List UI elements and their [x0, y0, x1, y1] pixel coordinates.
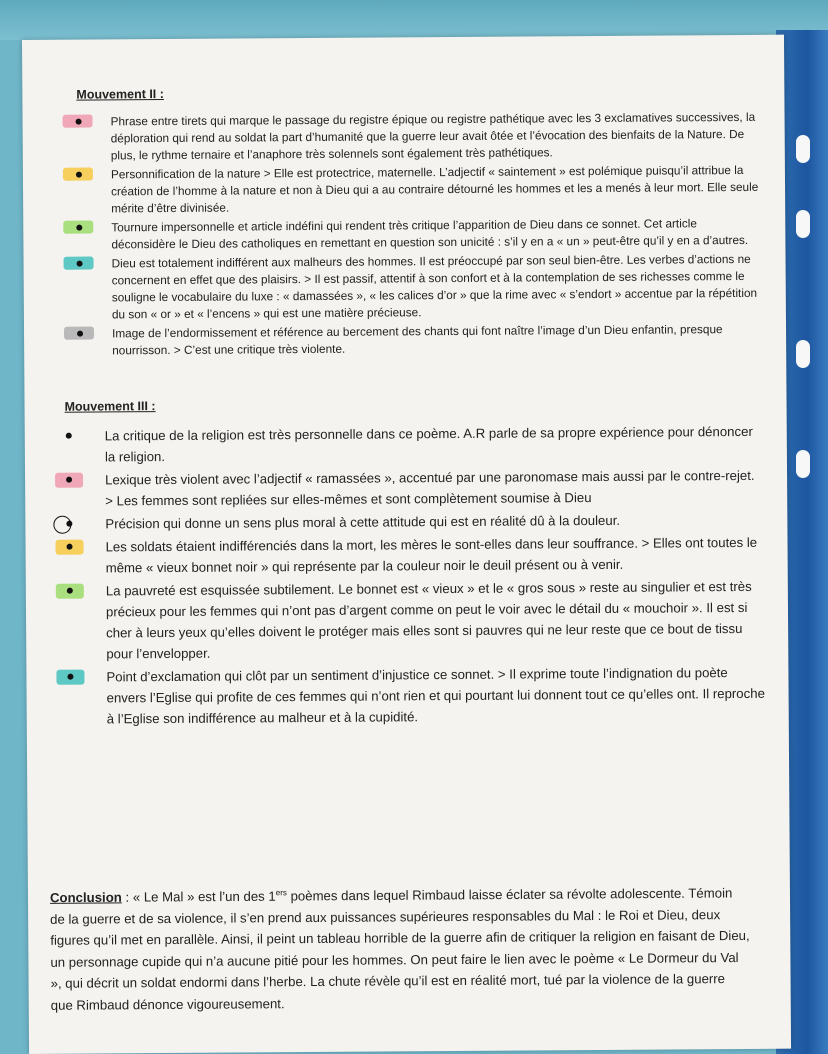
binder-hole	[796, 135, 810, 163]
item-text: La critique de la religion est très personnelle dans ce poème. A.R parle de sa propre expérience pour dénoncer la religion.	[104, 423, 753, 465]
bullet-icon	[66, 433, 72, 439]
bullet-item	[63, 162, 763, 218]
mouvement-3-list	[65, 421, 767, 730]
conclusion-paragraph	[50, 879, 751, 1016]
item-text: Phrase entre tirets qui marque le passage du registre épique ou registre pathétique avec les 3 exclamatives successives, la déploration qui rend au soldat la part d’humanité que la guerre leur avait ôtée et l’évocation des bienfaits de la Nature. De plus, le rythme ternaire et l’anaphore très solennels sont également très pathétiques.	[110, 109, 756, 163]
bullet-icon	[76, 172, 82, 178]
bullet-icon	[77, 331, 83, 337]
bullet-item	[64, 321, 764, 360]
bullet-icon	[66, 521, 72, 527]
mouvement-3-title: Mouvement III :	[64, 399, 156, 414]
bullet-icon	[76, 119, 82, 125]
bullet-item	[63, 215, 763, 254]
mouvement-2-title: Mouvement II :	[76, 87, 164, 102]
folder-background	[0, 0, 828, 40]
binder-hole	[796, 450, 810, 478]
conclusion-superscript: ers	[275, 888, 287, 898]
bullet-icon	[77, 261, 83, 267]
item-text: Précision qui donne un sens plus moral à cette attitude qui est en réalité dû à la douleur.	[105, 512, 621, 532]
bullet-icon	[67, 588, 73, 594]
bullet-item	[66, 576, 767, 665]
bullet-item	[63, 109, 763, 165]
conclusion-text-end: poèmes dans lequel Rimbaud laisse éclater sa révolte adolescente. Témoin de la guerre et de sa violence, il s’en prend aux puissances supérieures responsables du Mal : le Roi et Dieu, deux figures qu’il met en parallèle. Ainsi, il peint un tableau horrible de la guerre afin de critiquer la religion en faisant de Dieu, un personnage cupide qui n’a aucune pitié pour les hommes. On peut faire le lien avec le poème « Le Dormeur du Val », qui décrit un soldat endormi dans l’herbe. La chute révèle qu’il est en réalité mort, tué par la violence de la guerre que Rimbaud dénonce vigoureusement.	[50, 885, 750, 1013]
item-text: Lexique très violent avec l’adjectif « ramassées », accentué par une paronomase mais aussi par le contre-rejet. > Les femmes sont repliées sur elles-mêmes et sont complètement soumise à Dieu	[105, 467, 755, 509]
binder-hole	[796, 340, 810, 368]
bullet-item	[64, 251, 764, 324]
item-text: Image de l’endormissement et référence au bercement des chants qui font naître l’image d’un Dieu enfantin, presque nourrisson. > C’est une critique très violente.	[112, 322, 723, 358]
bullet-item	[65, 465, 765, 512]
item-text: Point d’exclamation qui clôt par un sentiment d’injustice ce sonnet. > Il exprime toute l’indignation du poète envers l’Eglise qui profite de ces femmes qui n’ont rien et qui pourtant lui donnent tout ce qu’elles ont. Il reproche à l’Eglise son indifférence au malheur et à la cupidité.	[106, 665, 765, 727]
item-text: Dieu est totalement indifférent aux malheurs des hommes. Il est préoccupé par son seul bien-être. Les verbes d’actions ne concernent en effet que des plaisirs. > Il est passif, attentif à son confort et à la contemplation de ses richesses comme le souligne le vocabulaire du luxe : « damassées », « les calices d’or » que la rime avec « s’endort » accentue par la répétition du son « or » et « l’encens » qui est une matière précieuse.	[111, 251, 758, 322]
binder-hole	[796, 210, 810, 238]
item-text: Les soldats étaient indifférenciés dans la mort, les mères le sont-elles dans leur souffrance. > Elles ont toutes le même « vieux bonnet noir » qui représente par la couleur noir le deuil présent ou à venir.	[105, 534, 758, 576]
bullet-icon	[76, 225, 82, 231]
paper-sheet	[22, 35, 791, 1054]
item-text: Tournure impersonnelle et article indéfini qui rendent très critique l’apparition de Dieu dans ce sonnet. Cet article déconsidère le Dieu des catholiques en remettant en question son unicité : s’il y en a « un » peut-être qu’il y en a d’autres.	[111, 216, 749, 252]
item-text: Personnification de la nature > Elle est protectrice, maternelle. L’adjectif « saintement » est polémique puisqu’il attribue la création de l’homme à la nature et non à Dieu qui a au contraire détourné les hommes et les a menés à leur mort. Elle seule mérite d’être divinisée.	[110, 162, 759, 216]
bullet-icon	[66, 477, 72, 483]
bullet-item	[65, 421, 765, 468]
bullet-icon	[67, 674, 73, 680]
bullet-item	[65, 532, 765, 579]
bullet-item	[66, 662, 766, 730]
mouvement-2-list	[63, 109, 765, 360]
bullet-icon	[67, 544, 73, 550]
conclusion-label: Conclusion	[49, 889, 122, 906]
item-text: La pauvreté est esquissée subtilement. Le bonnet est « vieux » et le « gros sous » reste au singulier et est très précieux pour les femmes qui n’ont pas d’argent comme on peut le voir avec le détail du « mouchoir ». Il est si cher à leurs yeux qu’elles doivent le protéger mais elles sont si pauvres qui ne leur reste que ce bout de tissu pour l’envelopper.	[105, 578, 752, 662]
conclusion-text-start: : « Le Mal » est l’un des 1	[121, 888, 276, 905]
bullet-item	[65, 509, 765, 535]
sheet-content	[62, 83, 766, 732]
